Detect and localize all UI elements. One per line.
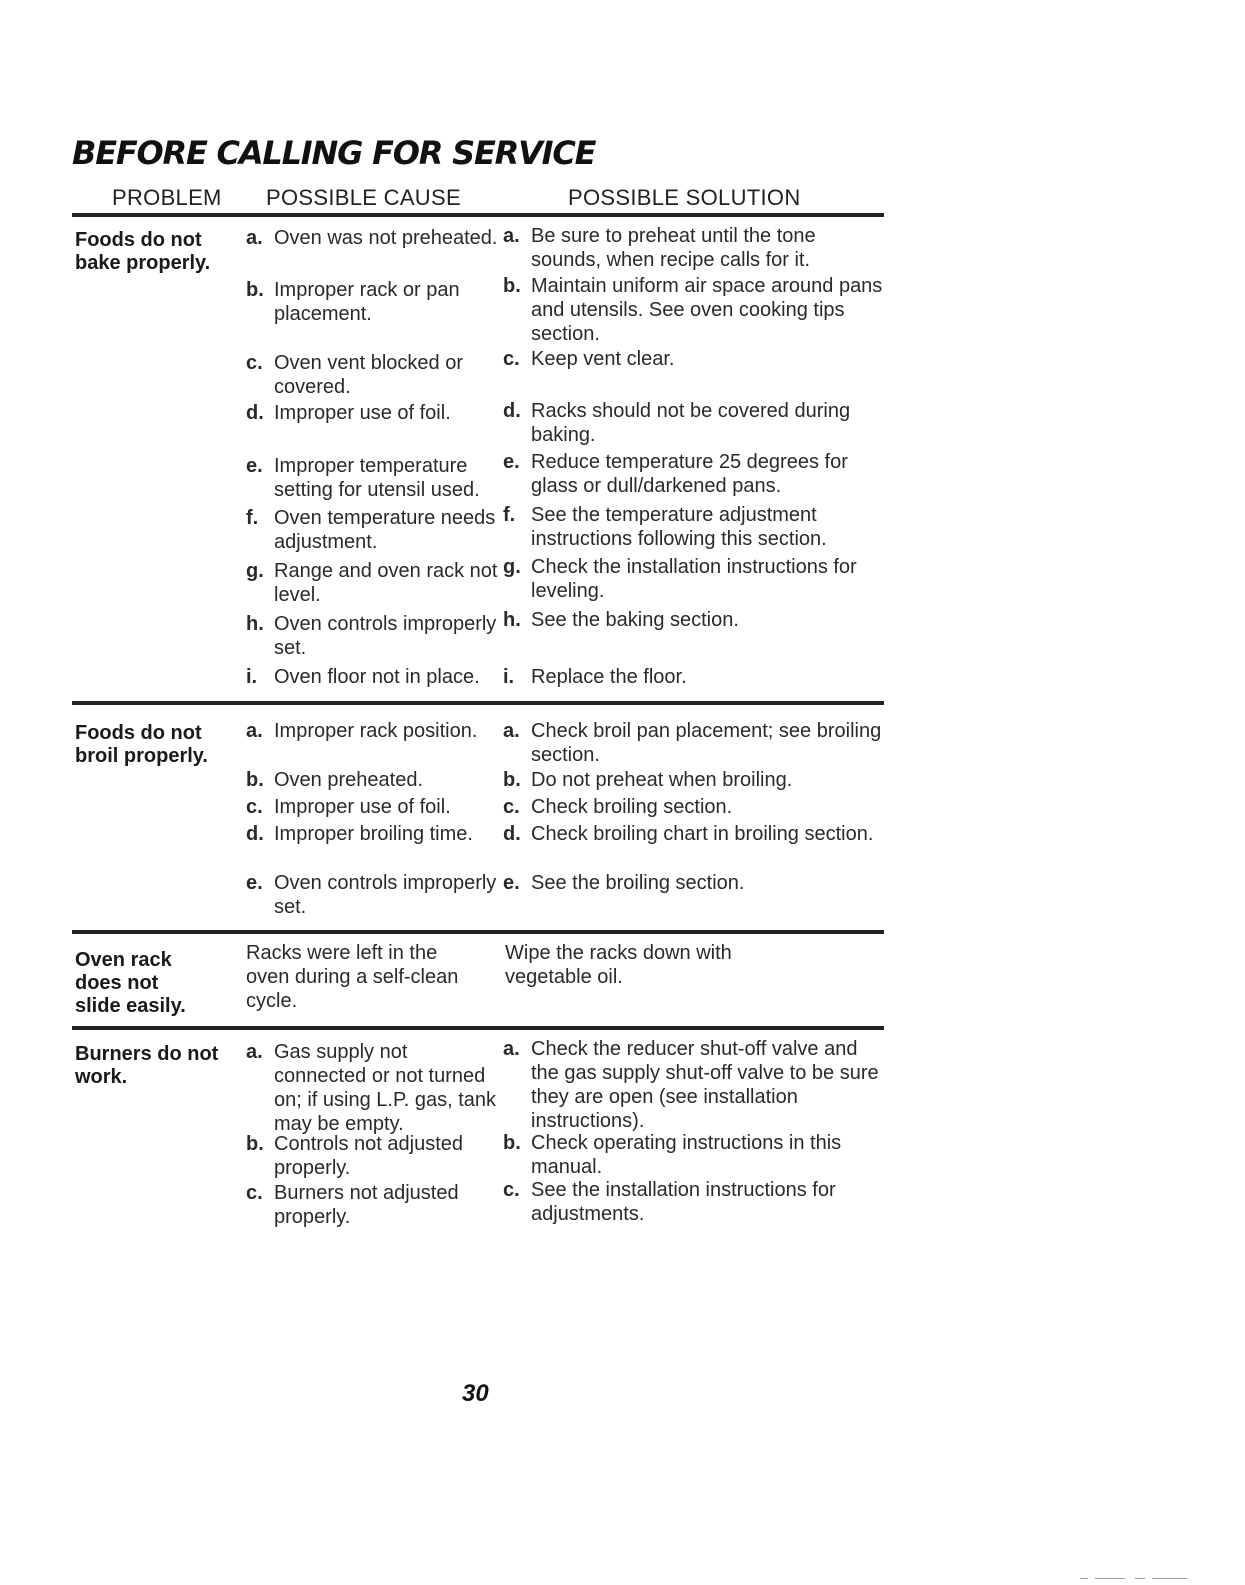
scan-mark xyxy=(1095,1578,1125,1579)
problem-label: Burners do not work. xyxy=(75,1043,219,1088)
item-letter: a. xyxy=(246,1041,263,1063)
cause-item xyxy=(246,226,498,250)
item-text: Improper use of foil. xyxy=(274,402,451,424)
item-text: Maintain uniform air space around pans and utensils. See oven cooking tips section. xyxy=(531,275,883,345)
item-text: Be sure to preheat until the tone sounds, when recipe calls for it. xyxy=(531,225,816,271)
item-text: Check operating instructions in this manual. xyxy=(531,1132,842,1178)
cause-item xyxy=(246,559,498,607)
solution-item xyxy=(503,399,883,447)
solution-item xyxy=(503,871,883,895)
cause-text: Racks were left in the oven during a self-clean cycle. xyxy=(246,942,459,1012)
column-header-cause: POSSIBLE CAUSE xyxy=(266,185,461,210)
item-letter: a. xyxy=(503,720,520,742)
item-letter: c. xyxy=(503,796,520,818)
item-letter: d. xyxy=(246,823,264,845)
cause-item xyxy=(246,822,498,846)
solution-item xyxy=(503,719,883,767)
item-letter: e. xyxy=(503,872,520,894)
solution-item xyxy=(503,1178,883,1226)
item-text: Range and oven rack not level. xyxy=(274,560,498,606)
solution-item xyxy=(503,795,883,819)
item-text: Oven temperature needs adjustment. xyxy=(274,507,496,553)
solution-item xyxy=(503,822,883,846)
scan-mark xyxy=(1135,1578,1145,1579)
item-text: Oven was not preheated. xyxy=(274,227,498,249)
cause-item xyxy=(246,454,498,502)
item-text: Burners not adjusted properly. xyxy=(274,1182,459,1228)
solution-item xyxy=(503,1037,883,1133)
cause-item xyxy=(246,768,498,792)
item-letter: a. xyxy=(246,720,263,742)
solution-item xyxy=(503,768,883,792)
item-letter: g. xyxy=(246,560,264,582)
cause-item xyxy=(246,506,498,554)
item-letter: i. xyxy=(503,666,515,688)
item-text: Do not preheat when broiling. xyxy=(531,769,793,791)
item-text: See the baking section. xyxy=(531,609,739,631)
cause-item xyxy=(246,401,498,425)
cause-item xyxy=(246,1132,498,1180)
item-text: Check the reducer shut-off valve and the gas supply shut-off valve to be sure they are open (see installation instructions). xyxy=(531,1038,879,1132)
item-text: Improper rack or pan placement. xyxy=(274,279,460,325)
item-letter: e. xyxy=(503,451,520,473)
item-text: Replace the floor. xyxy=(531,666,687,688)
item-text: Reduce temperature 25 degrees for glass or dull/darkened pans. xyxy=(531,451,848,497)
item-text: Oven controls improperly set. xyxy=(274,613,497,659)
item-text: Racks should not be covered during baking. xyxy=(531,400,851,446)
item-text: Oven controls improperly set. xyxy=(274,872,497,918)
solution-item xyxy=(503,347,883,371)
item-text: Check broiling chart in broiling section. xyxy=(531,823,874,845)
item-text: Controls not adjusted properly. xyxy=(274,1133,464,1179)
divider-rule xyxy=(72,213,884,217)
solution-item xyxy=(503,1131,883,1179)
item-text: Improper temperature setting for utensil used. xyxy=(274,455,480,501)
item-text: See the installation instructions for adjustments. xyxy=(531,1179,836,1225)
item-letter: a. xyxy=(503,225,520,247)
item-text: Keep vent clear. xyxy=(531,348,675,370)
scan-mark xyxy=(1080,1578,1088,1579)
item-letter: d. xyxy=(503,400,521,422)
cause-item xyxy=(246,719,498,743)
solution-item xyxy=(503,274,883,346)
problem-label: Oven rack does not slide easily. xyxy=(75,949,186,1017)
cause-item xyxy=(246,351,498,399)
item-letter: f. xyxy=(503,504,516,526)
item-letter: c. xyxy=(246,352,263,374)
problem-label: Foods do not broil properly. xyxy=(75,722,208,767)
cause-item xyxy=(246,612,498,660)
item-text: Oven floor not in place. xyxy=(274,666,480,688)
cause-item xyxy=(246,1040,498,1136)
column-header-solution: POSSIBLE SOLUTION xyxy=(568,185,801,210)
item-letter: g. xyxy=(503,556,521,578)
item-text: Check broil pan placement; see broiling section. xyxy=(531,720,882,766)
item-letter: b. xyxy=(246,279,264,301)
page-title: BEFORE CALLING FOR SERVICE xyxy=(72,134,596,172)
item-letter: a. xyxy=(503,1038,520,1060)
item-letter: h. xyxy=(246,613,264,635)
solution-item xyxy=(503,665,883,689)
item-letter: d. xyxy=(246,402,264,424)
cause-item xyxy=(246,795,498,819)
item-letter: e. xyxy=(246,455,263,477)
solution-item xyxy=(503,224,883,272)
item-text: Oven preheated. xyxy=(274,769,423,791)
page-number: 30 xyxy=(462,1380,489,1407)
item-letter: b. xyxy=(503,275,521,297)
item-letter: f. xyxy=(246,507,259,529)
item-letter: b. xyxy=(503,769,521,791)
item-text: Improper use of foil. xyxy=(274,796,451,818)
solution-item xyxy=(503,503,883,551)
solution-text: Wipe the racks down with vegetable oil. xyxy=(505,942,732,988)
item-letter: d. xyxy=(503,823,521,845)
cause-item xyxy=(246,278,498,326)
divider-rule xyxy=(72,701,884,705)
item-text: See the temperature adjustment instructions following this section. xyxy=(531,504,827,550)
item-letter: b. xyxy=(246,1133,264,1155)
item-letter: c. xyxy=(246,1182,263,1204)
item-letter: e. xyxy=(246,872,263,894)
item-text: Oven vent blocked or covered. xyxy=(274,352,463,398)
item-letter: a. xyxy=(246,227,263,249)
divider-rule xyxy=(72,1026,884,1030)
solution-item xyxy=(503,450,883,498)
item-text: Check broiling section. xyxy=(531,796,733,818)
column-header-problem: PROBLEM xyxy=(112,185,222,210)
solution-item xyxy=(503,555,883,603)
cause-item xyxy=(246,871,498,919)
item-letter: c. xyxy=(246,796,263,818)
problem-label: Foods do not bake properly. xyxy=(75,229,211,274)
item-letter: b. xyxy=(503,1132,521,1154)
scan-mark xyxy=(1152,1578,1187,1579)
item-text: Improper rack position. xyxy=(274,720,478,742)
item-text: Gas supply not connected or not turned on; if using L.P. gas, tank may be empty. xyxy=(274,1041,497,1135)
item-letter: i. xyxy=(246,666,258,688)
item-letter: c. xyxy=(503,348,520,370)
item-letter: h. xyxy=(503,609,521,631)
item-text: Check the installation instructions for leveling. xyxy=(531,556,857,602)
solution-item xyxy=(503,608,883,632)
item-text: See the broiling section. xyxy=(531,872,745,894)
divider-rule xyxy=(72,930,884,934)
item-text: Improper broiling time. xyxy=(274,823,473,845)
item-letter: c. xyxy=(503,1179,520,1201)
item-letter: b. xyxy=(246,769,264,791)
cause-item xyxy=(246,665,498,689)
cause-item xyxy=(246,1181,498,1229)
